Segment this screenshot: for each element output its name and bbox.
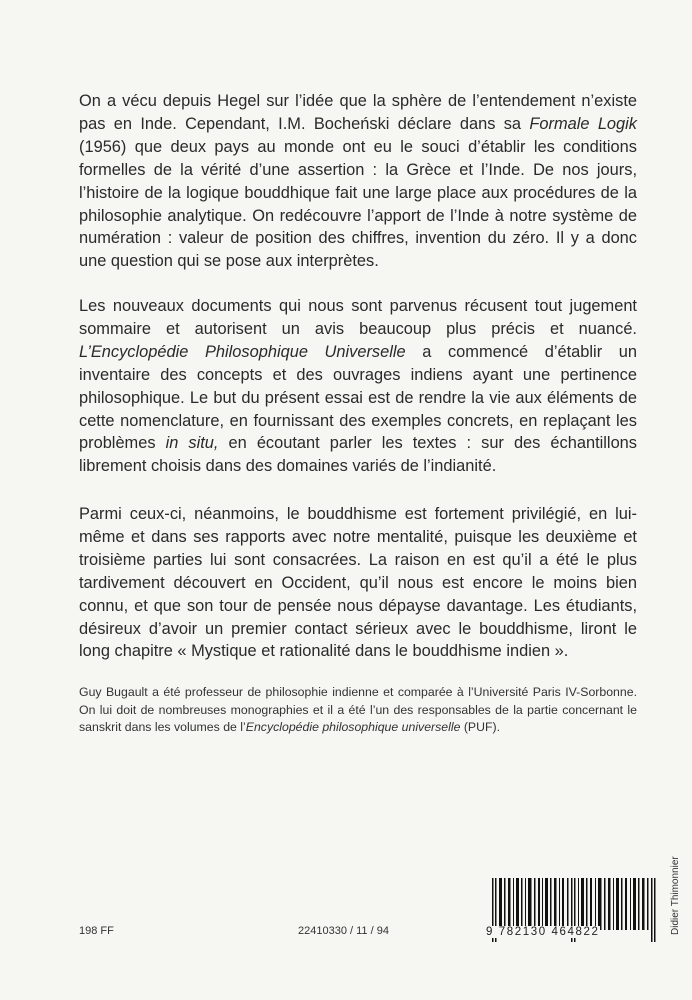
blurb-paragraph-2: [79, 295, 637, 478]
blurb-paragraph-1: [79, 90, 637, 273]
blurb-paragraph-2-text-a: Les nouveaux documents qui nous sont parvenus récusent tout jugement sommaire et autorisent un avis beaucoup plus précis et nuancé.: [79, 297, 637, 338]
blurb-paragraph-3: [79, 503, 637, 663]
barcode-number: 9 782130 464822: [486, 926, 600, 938]
encyclopedia-title-bio: Encyclopédie philosophique universelle: [245, 720, 461, 734]
author-bio-text-a: Guy Bugault a été professeur de philosophie indienne et comparée à l’Université Paris IV-Sorbonne. On lui doit de nombreuses monographies et il a été l’un des responsables de la partie concernant le sanskrit dans les volumes de l’: [79, 685, 637, 734]
blurb-paragraph-2-text-c: en écoutant parler les textes : sur des échantillons librement choisis dans des domaines variés de l’indianité.: [79, 434, 637, 476]
price-label: 198 FF: [79, 925, 114, 937]
blurb-paragraph-1-text-a: On a vécu depuis Hegel sur l’idée que la sphère de l’entendement n’existe pas en Inde. Cependant, I.M. Bocheński déclare dans sa: [79, 92, 637, 133]
author-bio-text-b: (PUF).: [460, 720, 501, 734]
reference-code: 22410330 / 11 / 94: [298, 925, 389, 937]
blurb-paragraph-1-text-b: (1956) que deux pays au monde ont eu le souci d’établir les conditions formelles de la vérité d’une assertion : la Grèce et l’Inde. De nos jours, l’histoire de la logique bouddhique fait une large place aux procédures de la philosophie analytique. On redécouvre l’apport de l’Inde à notre système de numération : valeur de position des chiffres, invention du zéro. Il y a donc une question qui se pose aux interprètes.: [79, 137, 637, 271]
blurb-paragraph-2-text-b: a commencé d’établir un inventaire des concepts et des ouvrages indiens ayant une pertinence philosophique. Le but du présent essai est de rendre la vie aux éléments de cette nomenclature, en fournissant des exemples concrets, en replaçant les problèmes: [79, 342, 638, 453]
photo-credit: Didier Thimonnier: [670, 856, 681, 935]
author-bio: [79, 684, 637, 737]
blurb-paragraph-3-text: Parmi ceux-ci, néanmoins, le bouddhisme est fortement privilégié, en lui-même et dans ses rapports avec notre mentalité, puisque les deuxième et troisième parties lui sont consacrées. La raison en est qu’il a été le plus tardivement découvert en Occident, qu’il nous est encore le moins bien connu, et que son tour de pensée nous dépayse davantage. Les étudiants, désireux d’avoir un premier contact sérieux avec le bouddhisme, liront le long chapitre « Mystique et rationalité dans le bouddhisme indien ».: [79, 505, 637, 661]
in-situ-phrase: in situ,: [165, 434, 219, 453]
book-title-formale-logik: Formale Logik: [529, 114, 637, 133]
encyclopedia-title: L’Encyclopédie Philosophique Universelle: [79, 342, 406, 361]
